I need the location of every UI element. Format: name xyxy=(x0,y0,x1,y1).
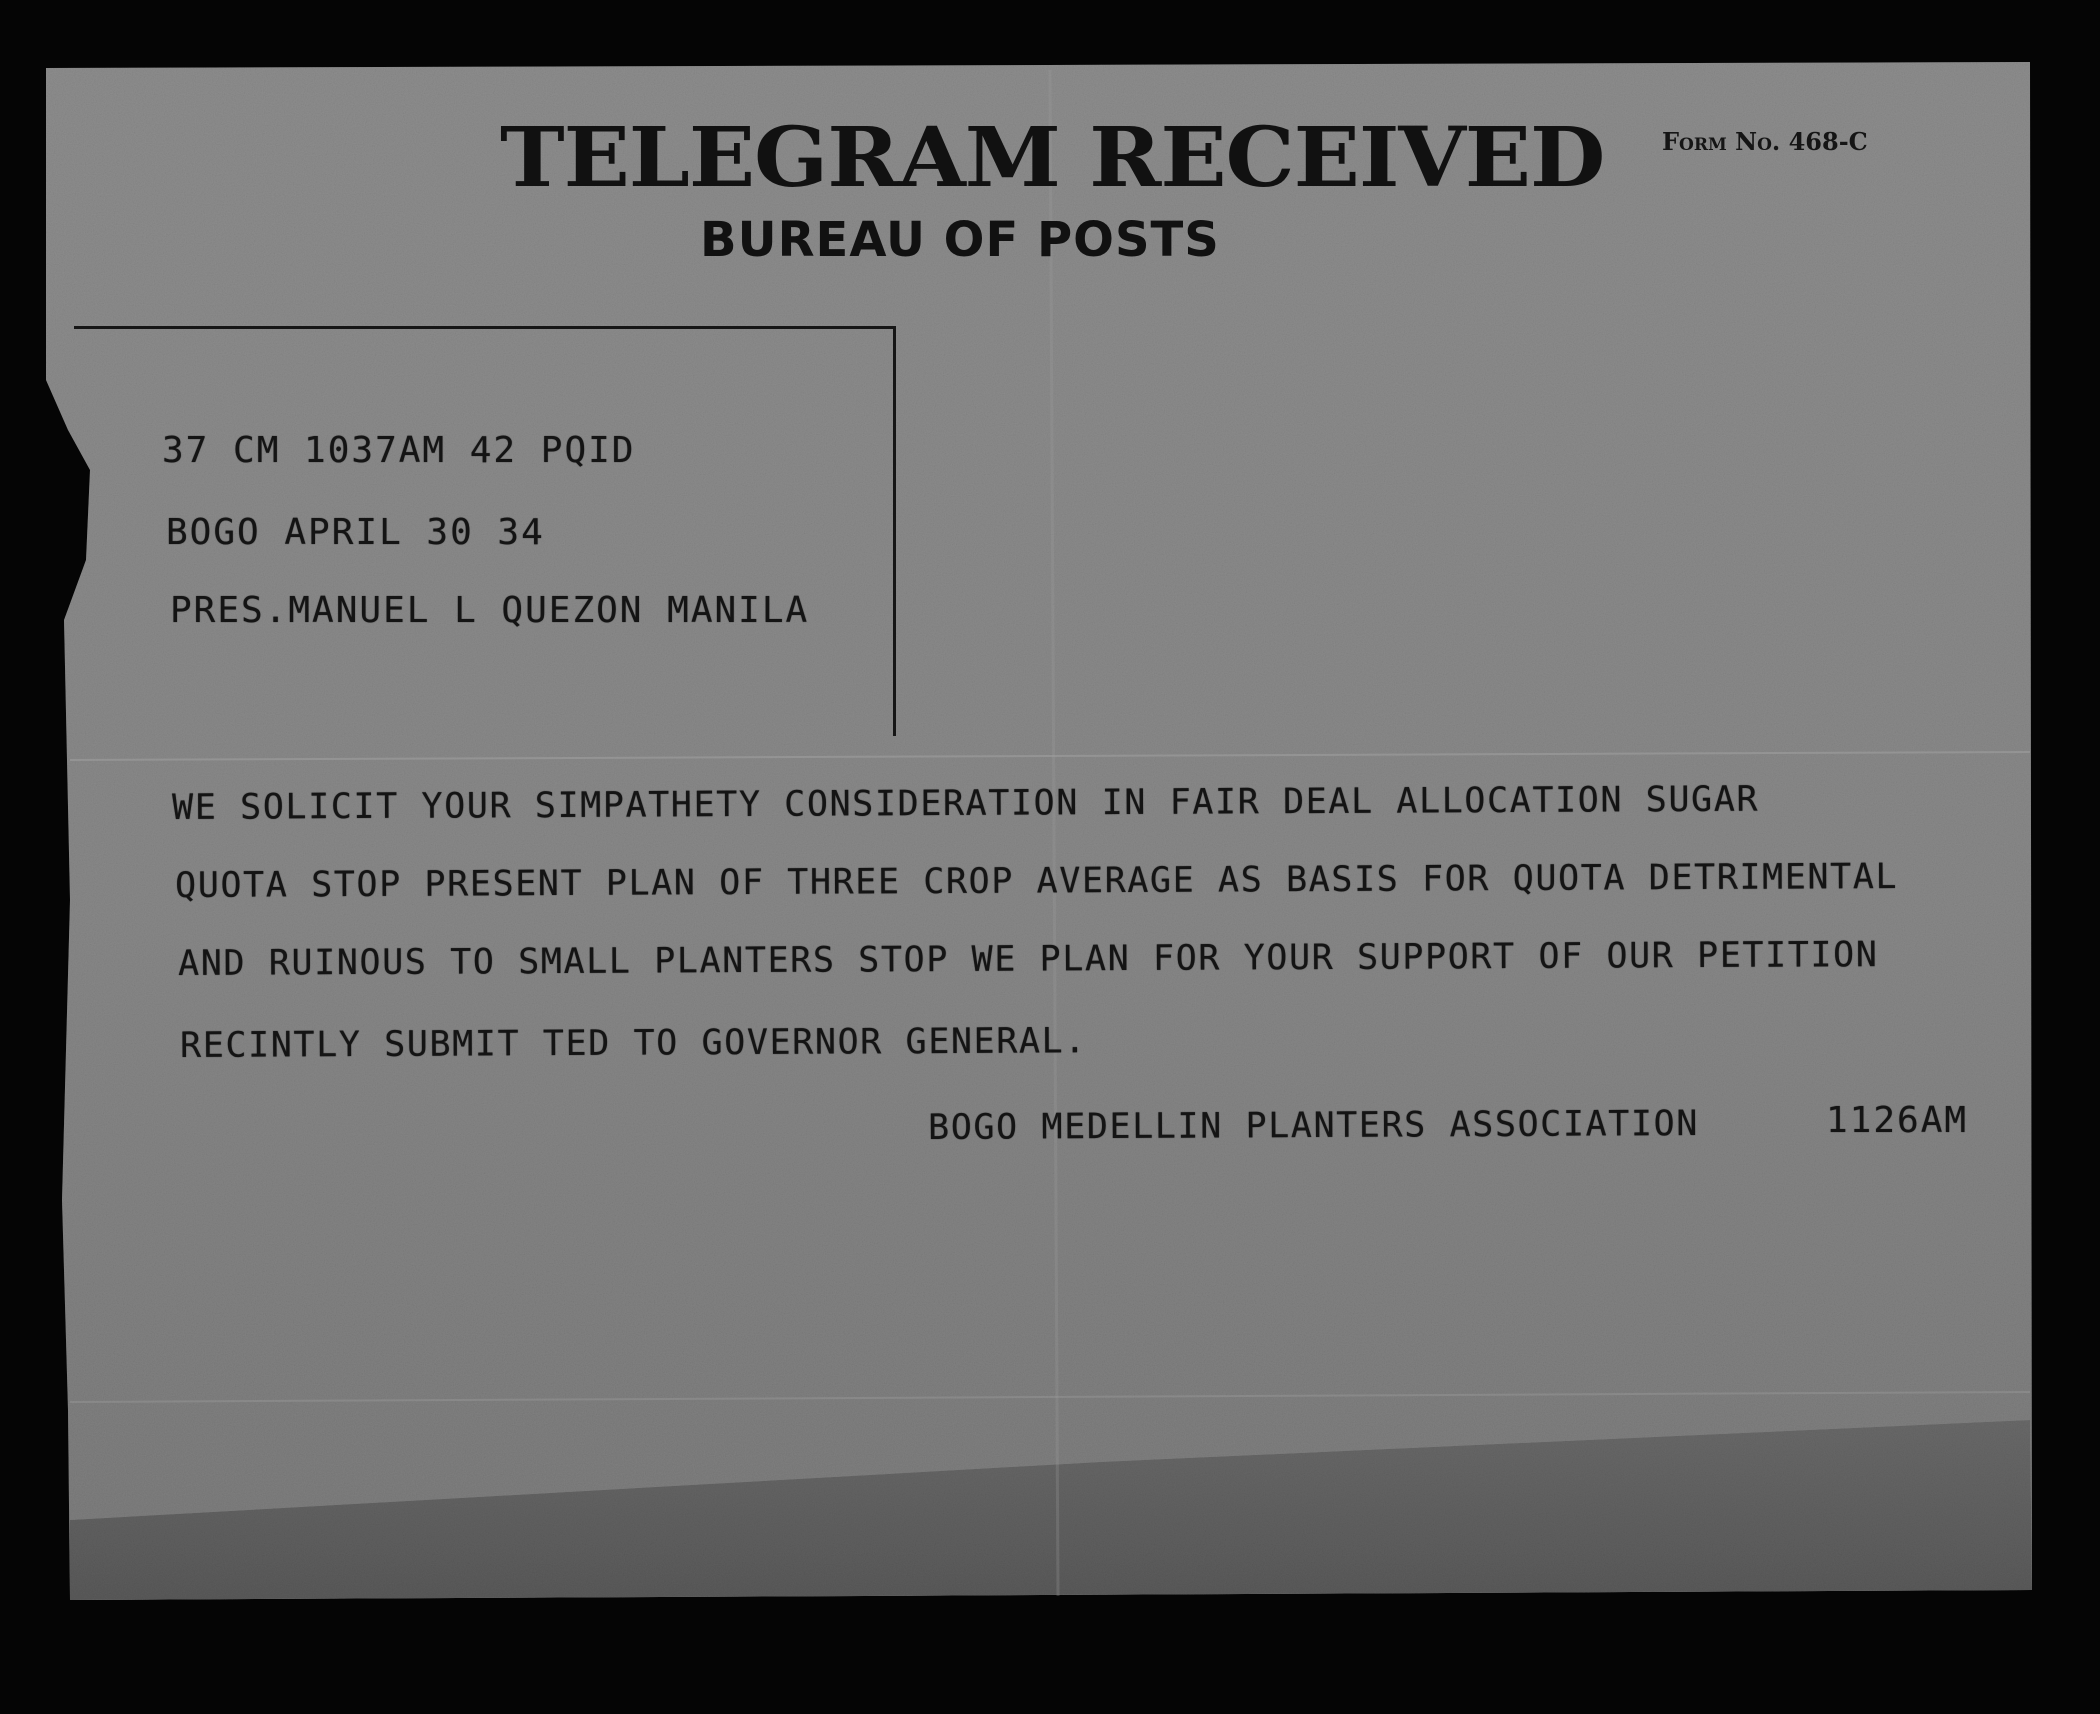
header-line-addressee: PRES.MANUEL L QUEZON MANILA xyxy=(170,590,810,631)
header-line-origin-date: BOGO APRIL 30 34 xyxy=(166,512,545,553)
message-line: RECINTLY SUBMIT TED TO GOVERNOR GENERAL. xyxy=(180,1021,1088,1066)
sender-signature: BOGO MEDELLIN PLANTERS ASSOCIATION xyxy=(928,1103,1700,1148)
message-line: AND RUINOUS TO SMALL PLANTERS STOP WE PLAN FOR YOUR SUPPORT OF OUR PETITION xyxy=(178,935,1879,984)
form-number: Form No. 468-C xyxy=(1662,127,1868,156)
paper-body xyxy=(46,62,2032,1600)
message-line: QUOTA STOP PRESENT PLAN OF THREE CROP AVERAGE AS BASIS FOR QUOTA DETRIMENTAL xyxy=(175,856,1899,906)
receipt-time: 1126AM xyxy=(1826,1100,1969,1141)
form-title: TELEGRAM RECEIVED xyxy=(500,110,1605,206)
header-line-routing: 37 CM 1037AM 42 PQID xyxy=(162,430,636,471)
form-subtitle: BUREAU OF POSTS xyxy=(700,212,1220,268)
message-line: WE SOLICIT YOUR SIMPATHETY CONSIDERATION IN FAIR DEAL ALLOCATION SUGAR xyxy=(172,779,1760,828)
